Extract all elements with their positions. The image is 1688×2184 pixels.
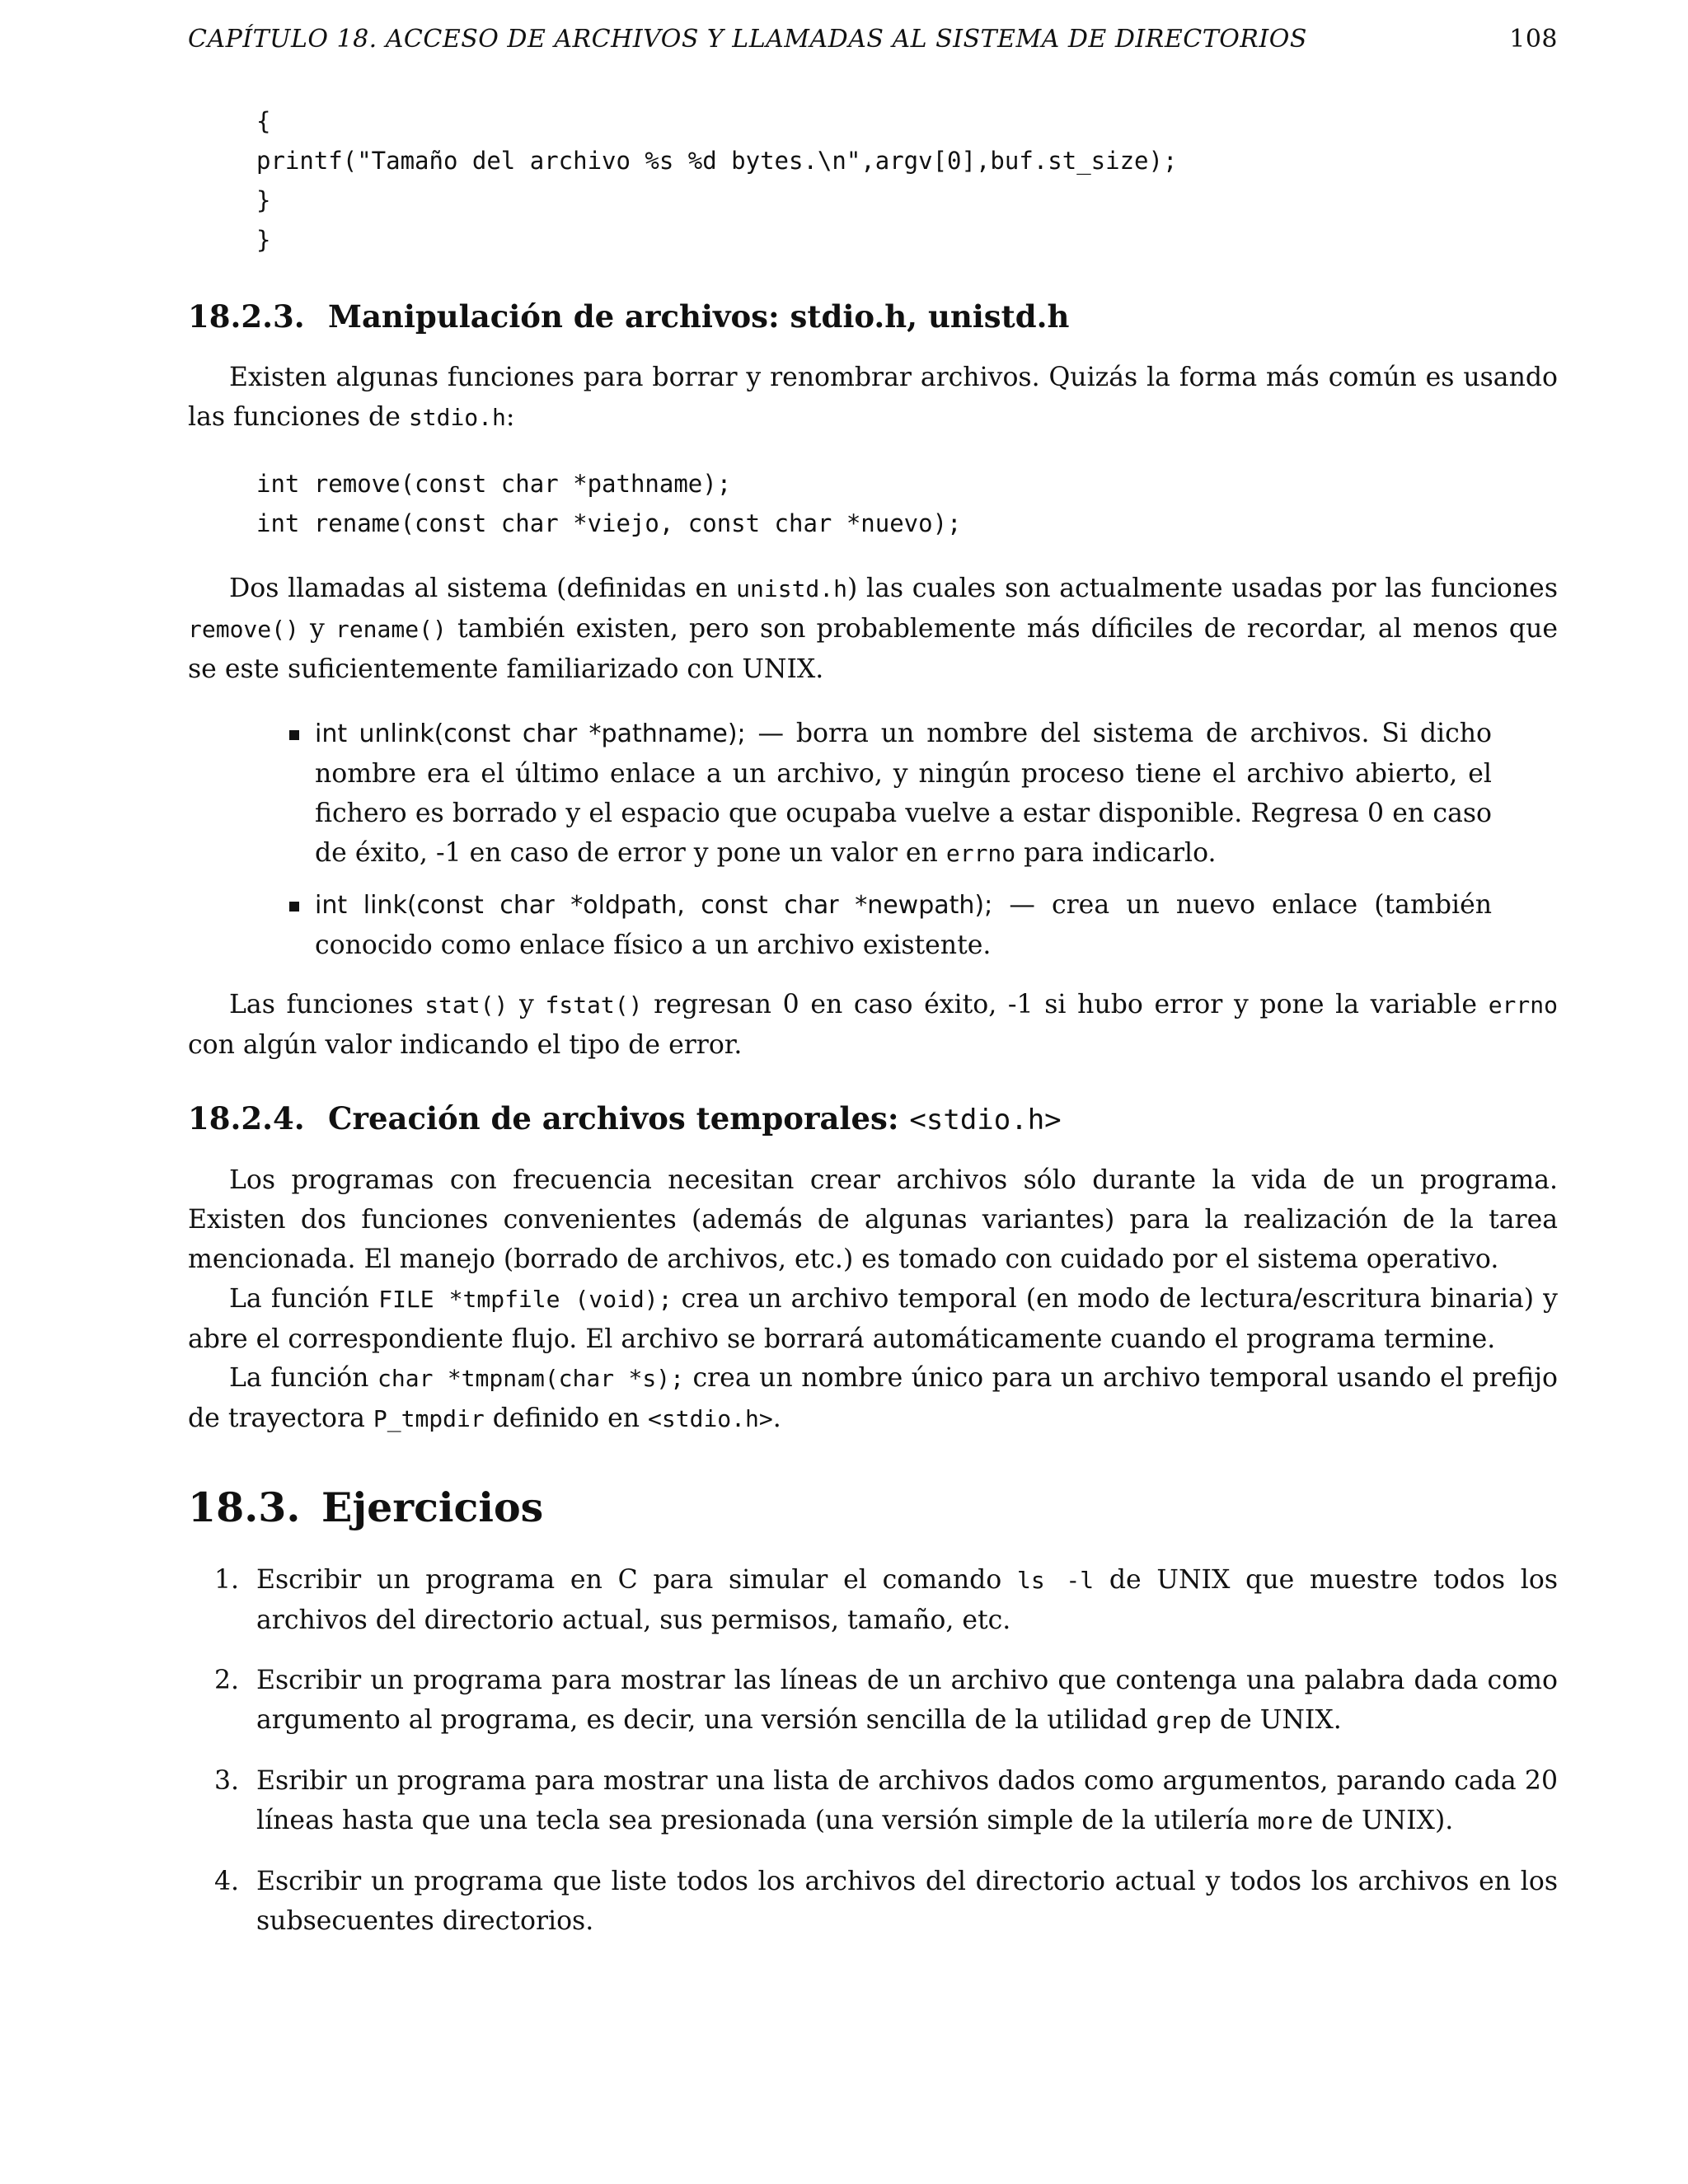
paragraph-syscalls xyxy=(188,569,1558,689)
list-item xyxy=(213,1761,1558,1841)
section-number: 18.2.3. xyxy=(188,298,305,335)
exercise-list xyxy=(213,1560,1558,1961)
text: y xyxy=(508,990,546,1019)
section-heading-18-2-3 xyxy=(188,298,1069,335)
section-heading-18-3 xyxy=(188,1483,543,1531)
list-item xyxy=(213,1661,1558,1741)
section-title: Creación de archivos temporales: xyxy=(328,1100,910,1137)
code-line: } xyxy=(256,186,271,214)
text: para indicarlo. xyxy=(1015,838,1217,868)
text: La función xyxy=(229,1284,379,1314)
inline-code: fstat() xyxy=(545,991,643,1019)
inline-code: ls -l xyxy=(1017,1567,1095,1594)
text: de UNIX. xyxy=(1211,1705,1342,1735)
function-signature: int link(const char *oldpath, const char *newpath); xyxy=(315,891,993,920)
text: Dos llamadas al sistema (definidas en xyxy=(229,574,737,603)
page-number: 108 xyxy=(1509,25,1558,54)
item-number: 4. xyxy=(213,1867,239,1896)
text: . xyxy=(772,1404,781,1433)
bullet-marker xyxy=(289,902,299,912)
list-item xyxy=(313,885,1492,965)
inline-code: unistd.h xyxy=(736,575,847,602)
text: Escribir un programa en C para simular el comando xyxy=(256,1565,1018,1595)
list-item xyxy=(213,1862,1558,1941)
inline-code: more xyxy=(1257,1807,1314,1835)
text: y xyxy=(298,614,335,644)
section-heading-18-2-4 xyxy=(188,1100,1062,1137)
item-number: 2. xyxy=(213,1666,239,1695)
section-title: Ejercicios xyxy=(321,1483,544,1531)
running-header xyxy=(188,25,1558,54)
code-line: int remove(const char *pathname); xyxy=(256,470,732,498)
inline-code: errno xyxy=(945,840,1016,867)
inline-code: errno xyxy=(1488,991,1558,1019)
section-number: 18.3. xyxy=(188,1483,301,1531)
text: : xyxy=(505,402,515,432)
paragraph-stat xyxy=(188,985,1558,1065)
list-item xyxy=(313,714,1492,874)
code-line: printf("Tamaño del archivo %s %d bytes.\n",argv[0],buf.st_size); xyxy=(256,147,1178,175)
text: — crea un nuevo enlace (también conocido como enlace físico a un archivo existente. xyxy=(315,890,1492,960)
text: Existen algunas funciones para borrar y renombrar archivos. Quizás la forma más común es usando las funciones de xyxy=(188,363,1558,432)
inline-code: rename() xyxy=(335,616,447,643)
paragraph-tmpnam xyxy=(188,1358,1558,1439)
text: de UNIX que muestre todos los archivos del directorio actual, sus permisos, tamaño, etc. xyxy=(256,1565,1558,1635)
text: con algún valor indicando el tipo de error. xyxy=(188,1030,743,1060)
text: crea un archivo temporal (en modo de lectura/escritura binaria) y abre el correspondiente flujo. El archivo se borrará automáticamente cuando el programa termine. xyxy=(188,1284,1558,1354)
inline-code: FILE *tmpfile (void); xyxy=(378,1286,673,1313)
inline-code: char *tmpnam(char *s); xyxy=(377,1365,684,1392)
paragraph-intro xyxy=(188,358,1558,438)
code-line: } xyxy=(256,226,271,254)
inline-code: P_tmpdir xyxy=(373,1405,485,1432)
list-item xyxy=(213,1560,1558,1640)
text: regresan 0 en caso éxito, -1 si hubo error y pone la variable xyxy=(642,990,1489,1019)
text: Las funciones xyxy=(229,990,425,1019)
text: también existen, pero son probablemente más díficiles de recordar, al menos que se este suficientemente familiarizado con UNIX. xyxy=(188,614,1558,684)
section-title: Manipulación de archivos: stdio.h, unistd.h xyxy=(328,298,1070,335)
inline-code: stdio.h xyxy=(408,404,506,431)
code-line: { xyxy=(256,107,271,135)
paragraph-tmpfile xyxy=(188,1279,1558,1359)
section-title-code: <stdio.h> xyxy=(909,1104,1062,1137)
bullet-list xyxy=(313,714,1492,977)
code-line: int rename(const char *viejo, const char *nuevo); xyxy=(256,509,962,537)
text: Escribir un programa para mostrar las líneas de un archivo que contenga una palabra dada como argumento al programa, es decir, una versión sencilla de la utilidad xyxy=(256,1666,1558,1735)
text: definido en xyxy=(484,1404,649,1433)
text: de UNIX). xyxy=(1313,1806,1454,1835)
text: crea un nombre único para un archivo temporal usando el prefijo de trayectora xyxy=(188,1363,1558,1433)
chapter-title: CAPÍTULO 18. ACCESO DE ARCHIVOS Y LLAMADAS AL SISTEMA DE DIRECTORIOS xyxy=(188,25,1307,54)
text: ) las cuales son actualmente usadas por las funciones xyxy=(847,574,1558,603)
code-listing-prototypes xyxy=(256,464,962,543)
inline-code: remove() xyxy=(188,616,299,643)
bullet-marker xyxy=(289,730,299,740)
code-listing-top xyxy=(256,101,1177,260)
section-number: 18.2.4. xyxy=(188,1100,305,1137)
inline-code: stat() xyxy=(424,991,509,1019)
inline-code: <stdio.h> xyxy=(648,1405,773,1432)
function-signature: int unlink(const char *pathname); xyxy=(315,719,746,748)
text: La función xyxy=(229,1363,377,1393)
item-number: 1. xyxy=(213,1565,239,1595)
inline-code: grep xyxy=(1156,1707,1212,1734)
text: — borra un nombre del sistema de archivos. Si dicho nombre era el último enlace a un archivo, y ningún proceso tiene el archivo abierto, el fichero es borrado y el espacio que ocupaba vuelve a estar disponible. Regresa 0 en caso de éxito, -1 en caso de error y pone un valor en xyxy=(315,719,1492,868)
paragraph-temp-files: Los programas con frecuencia necesitan crear archivos sólo durante la vida de un programa. Existen dos funciones convenientes (además de algunas variantes) para la realización de la tarea mencionada. El manejo (borrado de archivos, etc.) es tomado con cuidado por el sistema operativo. xyxy=(188,1165,1558,1274)
item-number: 3. xyxy=(213,1766,239,1796)
text: Escribir un programa que liste todos los archivos del directorio actual y todos los archivos en los subsecuentes directorios. xyxy=(256,1867,1558,1936)
text: Esribir un programa para mostrar una lista de archivos dados como argumentos, parando cada 20 líneas hasta que una tecla sea presionada (una versión simple de la utilería xyxy=(256,1766,1558,1835)
